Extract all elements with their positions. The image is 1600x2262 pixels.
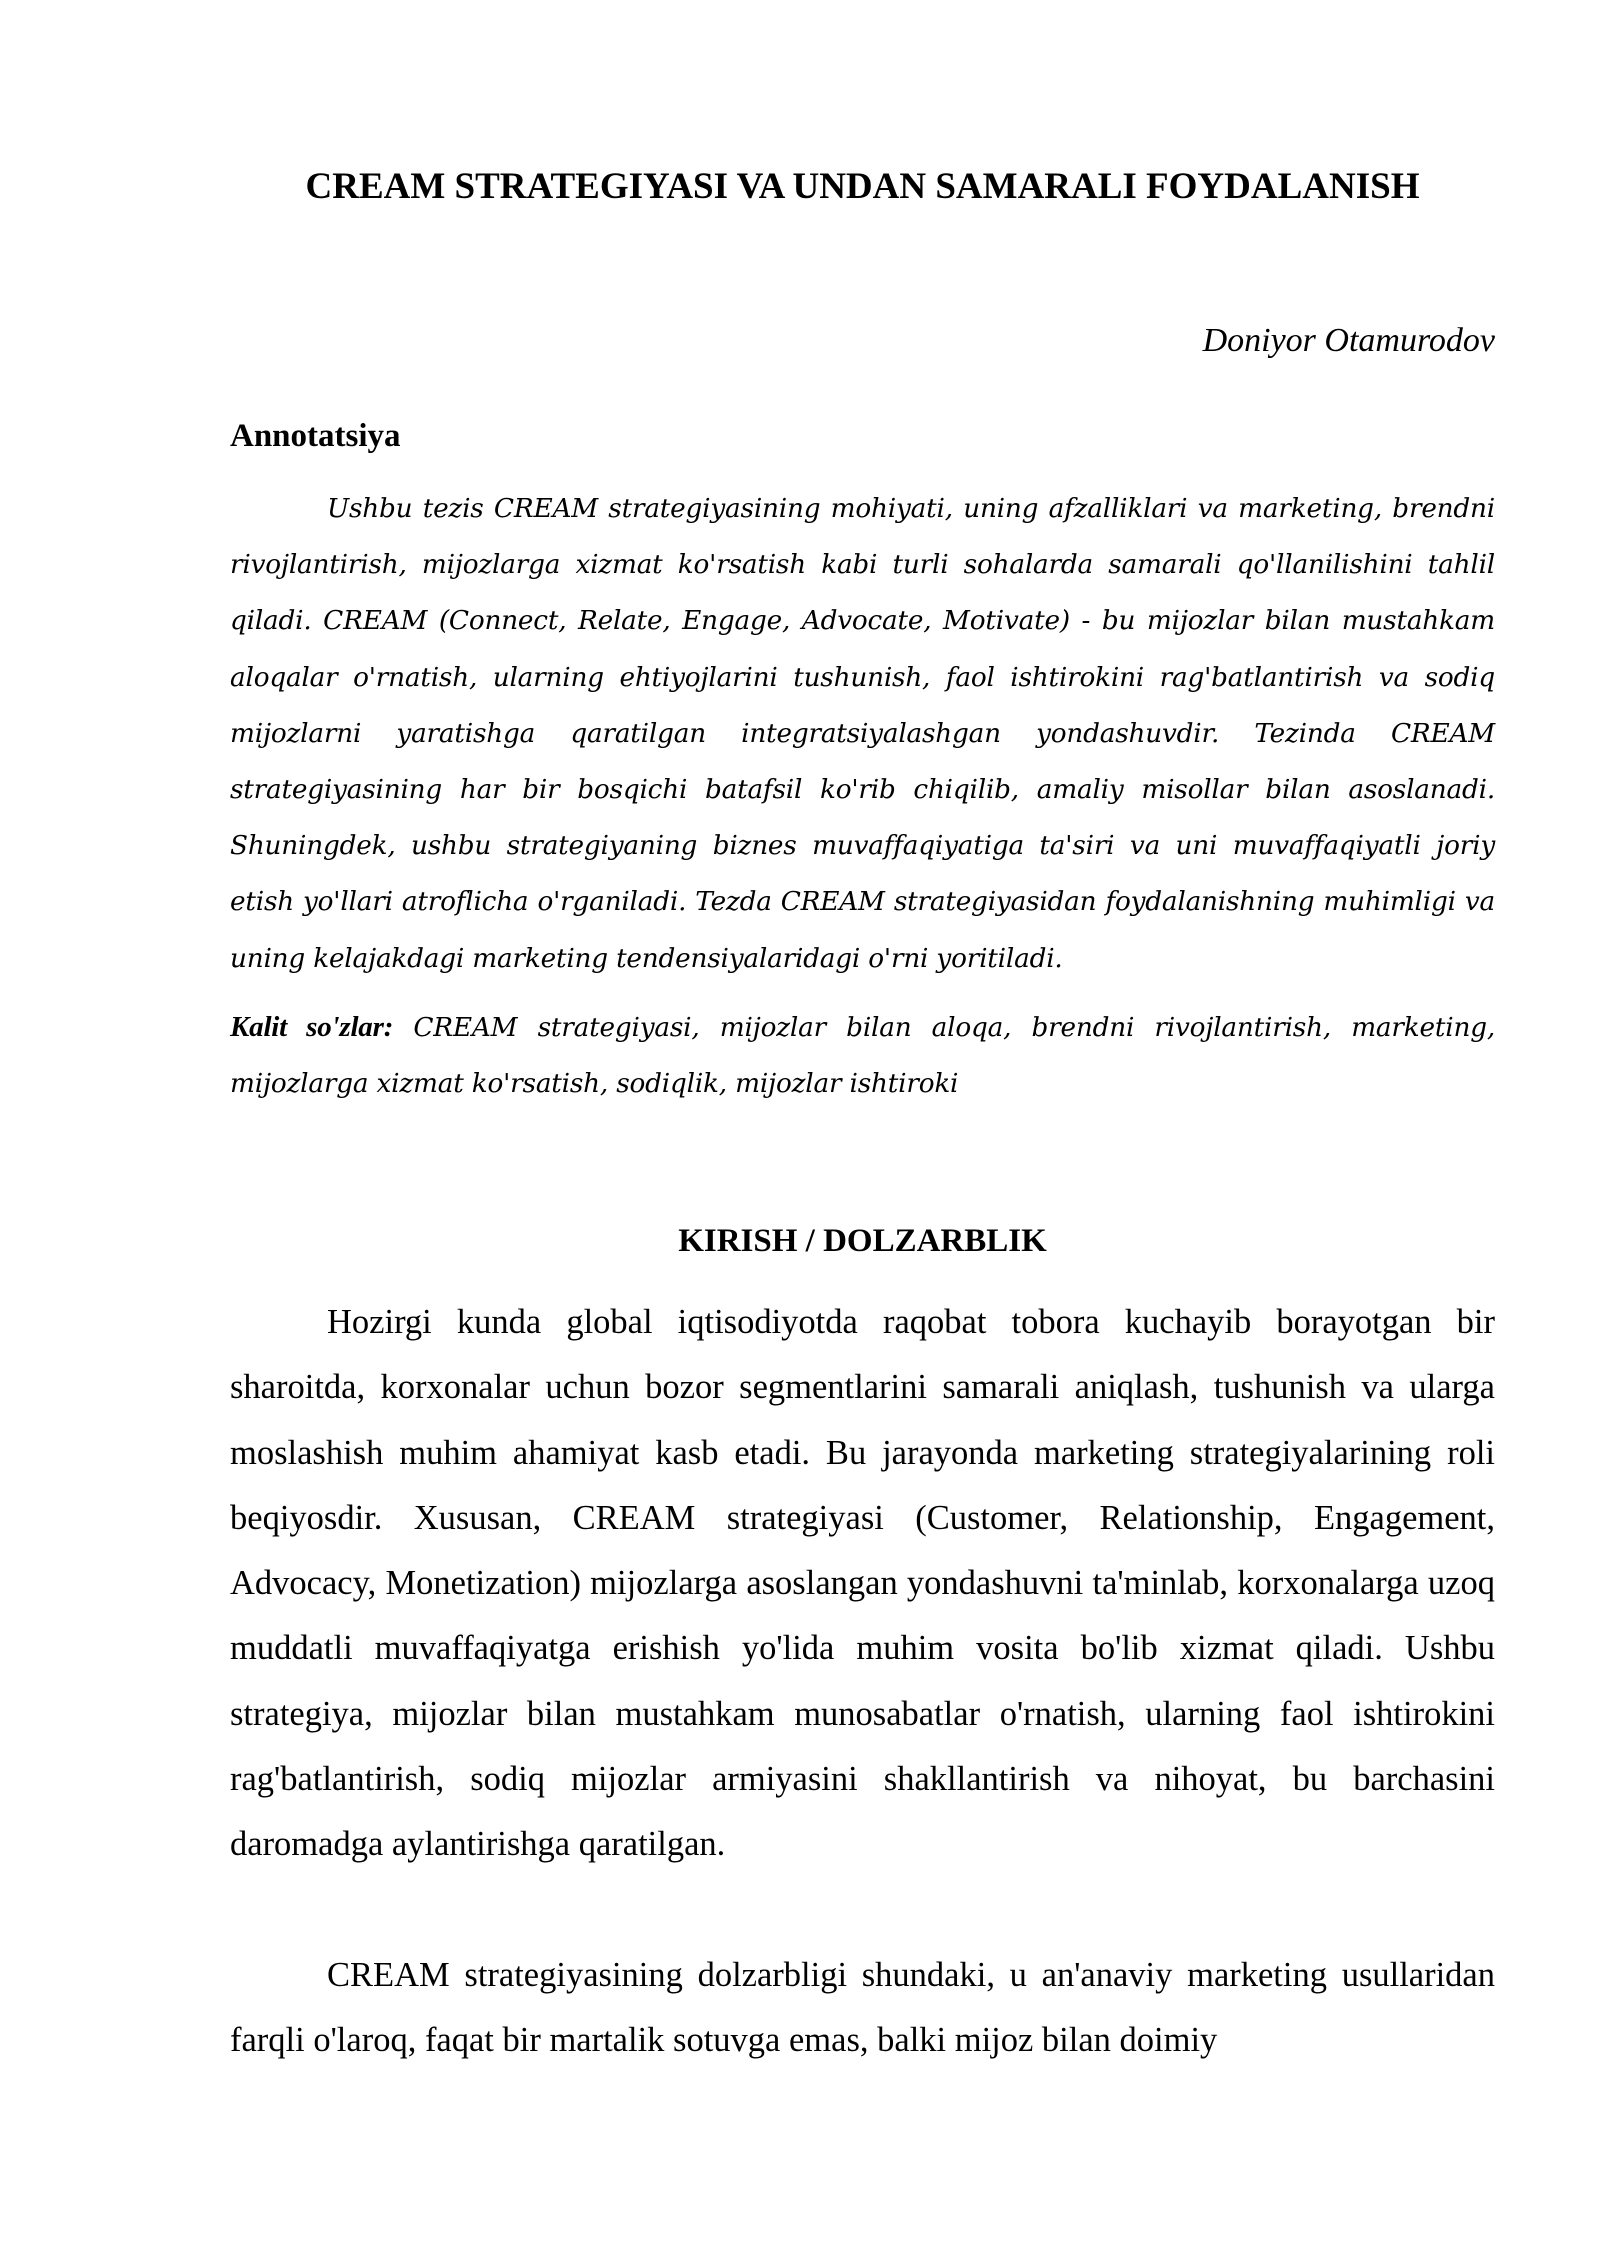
- keywords-line: [230, 999, 1495, 1112]
- annotation-text: Ushbu tezis CREAM strategiyasining mohiyati, uning afzalliklari va marketing, brendni rivojlantirish, mijozlarga xizmat ko'rsatish kabi turli sohalarda samarali qo'llanilishini tahlil qiladi. CREAM (Connect, Relate, Engage, Advocate, Motivate) - bu mijozlar bilan mustahkam aloqalar o'rnatish, ularning ehtiyojlarini tushunish, faol ishtirokini rag'batlantirish va sodiq mijozlarni yaratishga qaratilgan integratsiyalashgan yondashuvdir. Tezinda CREAM strategiyasining har bir bosqichi batafsil ko'rib chiqilib, amaliy misollar bilan asoslanadi. Shuningdek, ushbu strategiyaning biznes muvaffaqiyatiga ta'siri va uni muvaffaqiyatli joriy etish yo'llari atroflicha o'rganiladi. Tezda CREAM strategiyasidan foydalanishning muhimligi va uning kelajakdagi marketing tendensiyalaridagi o'rni yoritiladi.: [230, 494, 1495, 974]
- section-heading-introduction: KIRISH / DOLZARBLIK: [678, 1223, 1047, 1259]
- author-name: Doniyor Otamurodov: [1202, 322, 1495, 359]
- keywords-label: Kalit so'zlar:: [230, 1011, 394, 1043]
- body-paragraph: CREAM strategiyasining dolzarbligi shundaki, u an'anaviy marketing usullaridan farqli o'laroq, faqat bir martalik sotuvga emas, balki mijoz bilan doimiy: [230, 1956, 1495, 2060]
- body-paragraph: Hozirgi kunda global iqtisodiyotda raqobat tobora kuchayib borayotgan bir sharoitda, korxonalar uchun bozor segmentlarini samarali aniqlash, tushunish va ularga moslashish muhim ahamiyat kasb etadi. Bu jarayonda marketing strategiyalarining roli beqiyosdir. Xususan, CREAM strategiyasi (Customer, Relationship, Engagement, Advocacy, Monetization) mijozlarga asoslangan yondashuvni ta'minlab, korxonalarga uzoq muddatli muvaffaqiyatga erishish yo'lida muhim vosita bo'lib xizmat qiladi. Ushbu strategiya, mijozlar bilan mustahkam munosabatlar o'rnatish, ularning faol ishtirokini rag'batlantirish, sodiq mijozlar armiyasini shakllantirish va nihoyat, bu barchasini daromadga aylantirishga qaratilgan.: [230, 1303, 1495, 1864]
- paper-title: CREAM STRATEGIYASI VA UNDAN SAMARALI FOYDALANISH: [305, 166, 1420, 207]
- keywords-text: CREAM strategiyasi, mijozlar bilan aloqa, brendni rivojlantirish, marketing, mijozlarga xizmat ko'rsatish, sodiqlik, mijozlar ishtiroki: [230, 1013, 1495, 1100]
- annotation-heading: Annotatsiya: [230, 418, 401, 454]
